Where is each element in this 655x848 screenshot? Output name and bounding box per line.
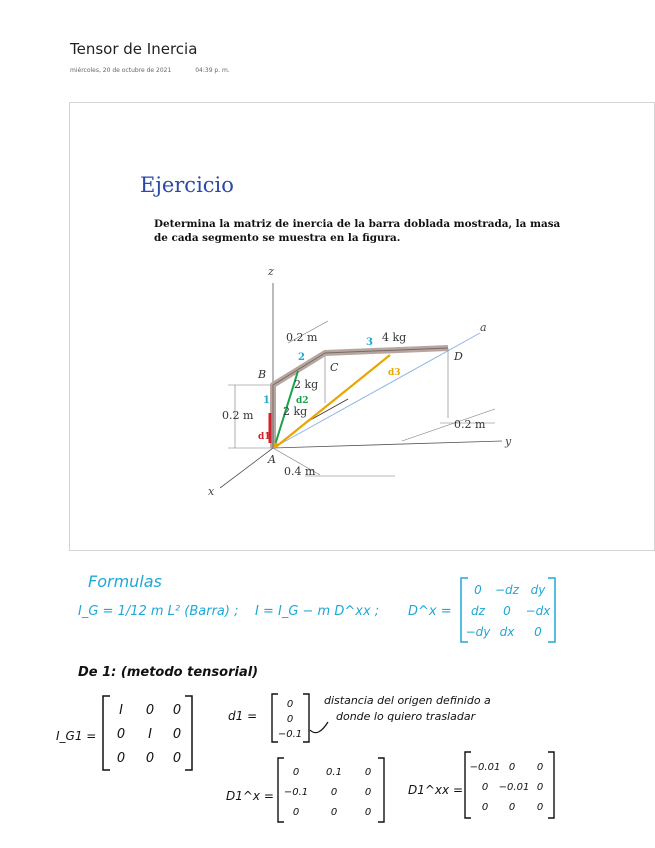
D-matrix (466, 583, 552, 639)
D1xx-cell: 0 (481, 782, 489, 793)
D-matrix-cell: −dz (495, 583, 519, 597)
axis-y-label: y (505, 435, 512, 448)
D1x-cell: 0 (364, 807, 372, 818)
axis-a-label: a (480, 321, 487, 334)
mass-3-label: 4 kg (382, 331, 407, 344)
D1xx-cell: 0 (481, 802, 489, 813)
D1x-cell: 0 (330, 807, 338, 818)
IG1-matrix (117, 703, 181, 766)
d1-note-line-1: distancia del origen definido a (324, 694, 491, 707)
D1x-label: D1^x = (226, 789, 274, 803)
IG1-cell: I (119, 703, 123, 718)
dim-top-label: 0.2 m (286, 331, 318, 344)
formula-steiner: I = I_G − m D^xx ; (255, 604, 380, 619)
D1xx-cell: −0.01 (498, 782, 530, 793)
D1x-bracket-right (378, 758, 384, 822)
D-matrix-cell: 0 (503, 604, 511, 618)
D1x-cell: 0 (364, 787, 372, 798)
D1xx-label: D1^xx = (408, 783, 464, 797)
d1-cell: −0.1 (277, 729, 303, 740)
D1x-cell: 0 (292, 767, 300, 778)
d1-note-arrow (310, 722, 328, 733)
D1xx-cell: 0 (536, 762, 544, 773)
point-A-label: A (268, 453, 276, 466)
vector-d3-label: d3 (388, 368, 401, 378)
D1x-cell: 0 (292, 807, 300, 818)
dim-left-label: 0.2 m (222, 409, 254, 422)
d1-label: d1 = (228, 709, 258, 723)
IG1-cell: 0 (172, 727, 182, 742)
D-matrix-cell: dz (471, 604, 485, 618)
D1x-cell: 0.1 (326, 767, 342, 778)
mass-2-label: 2 kg (294, 378, 319, 391)
page-time: 04:39 p. m. (195, 67, 230, 74)
x-axis-line (220, 448, 273, 488)
formulas-heading: Formulas (88, 572, 162, 591)
D1x-matrix (284, 767, 371, 818)
axis-z-label: z (268, 265, 274, 278)
page-meta (70, 67, 230, 74)
d1-bracket-right (303, 694, 309, 742)
D1x-cell: −0.1 (283, 787, 309, 798)
d1-cell: 0 (286, 699, 294, 710)
bent-bar-figure (70, 103, 654, 550)
D1xx-cell: −0.01 (469, 762, 501, 773)
D1xx-matrix (470, 762, 544, 813)
IG1-bracket-left (103, 696, 110, 770)
IG1-cell: 0 (116, 751, 126, 766)
IG1-cell: I (148, 727, 152, 742)
formula-bar: I_G = 1/12 m L² (Barra) ; (78, 604, 239, 619)
D1x-cell: 0 (364, 767, 372, 778)
D-matrix-cell: dx (499, 625, 515, 639)
D1x-cell: 0 (330, 787, 338, 798)
IG1-label: I_G1 = (56, 729, 97, 743)
D1xx-cell: 0 (536, 782, 544, 793)
segment-1-number: 1 (263, 395, 270, 406)
page-title: Tensor de Inercia (70, 40, 198, 58)
d1-vector (278, 699, 302, 740)
axis-x-label: x (208, 485, 215, 498)
vector-d1-label: d1 (258, 432, 271, 442)
D-matrix-cell: −dy (465, 625, 491, 639)
dim-bottom-label: 0.4 m (284, 465, 316, 478)
y-axis-line (273, 441, 502, 448)
dim-right-label: 0.2 m (454, 418, 486, 431)
segment-2-number: 2 (298, 352, 305, 363)
d1-cell: 0 (286, 714, 294, 725)
point-D-label: D (454, 350, 463, 363)
mass-1-label: 2 kg (283, 405, 308, 418)
exercise-image (69, 102, 655, 551)
segment-3-number: 3 (366, 337, 373, 348)
IG1-cell: 0 (172, 703, 182, 718)
D-matrix-cell: −dx (525, 604, 551, 618)
section-label: De 1: (metodo tensorial) (78, 665, 259, 680)
exercise-heading: Ejercicio (140, 173, 234, 197)
handwritten-notes (0, 560, 655, 848)
D1xx-cell: 0 (508, 802, 516, 813)
IG1-cell: 0 (116, 727, 126, 742)
vector-d2-label: d2 (296, 396, 309, 406)
IG1-bracket-right (185, 696, 192, 770)
D-matrix-cell: dy (530, 583, 546, 597)
D1xx-bracket-right (548, 752, 554, 818)
D-matrix-cell: 0 (534, 625, 542, 639)
IG1-cell: 0 (145, 703, 155, 718)
D1xx-cell: 0 (536, 802, 544, 813)
origin-marker (274, 443, 279, 448)
exercise-statement: Determina la matriz de inercia de la barra doblada mostrada, la masa de cada segmento se muestra en la figura. (154, 218, 561, 244)
IG1-cell: 0 (172, 751, 182, 766)
page-date: miércoles, 20 de octubre de 2021 (70, 67, 172, 74)
d1-note-line-2: donde lo quiero trasladar (336, 710, 476, 723)
D-matrix-cell: 0 (474, 583, 482, 597)
point-C-label: C (330, 361, 339, 374)
D1xx-cell: 0 (508, 762, 516, 773)
point-B-label: B (258, 368, 267, 381)
formula-D-label: D^x = (408, 604, 452, 619)
IG1-cell: 0 (145, 751, 155, 766)
